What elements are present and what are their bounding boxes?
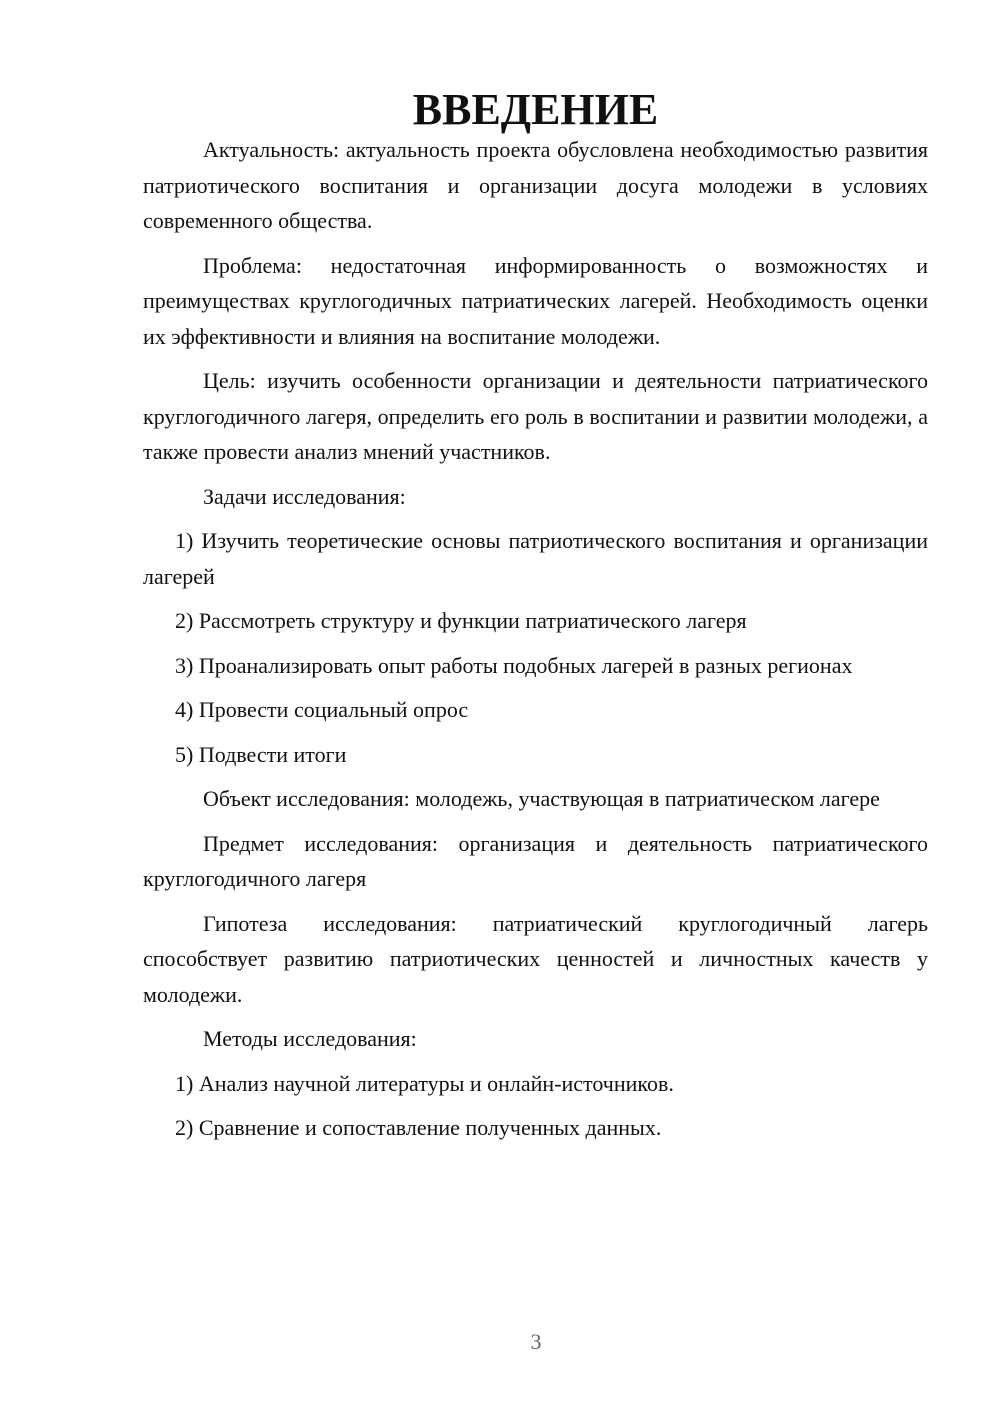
page-title: ВВЕДЕНИЕ (412, 85, 659, 134)
task-item-1: 1) Изучить теоретические основы патриотического воспитания и организации лагерей (143, 528, 928, 589)
paragraph-object: Объект исследования: молодежь, участвующая в патриатическом лагере (203, 786, 880, 811)
paragraph-subject: Предмет исследования: организация и деятельность патриатического круглогодичного лагеря (143, 830, 928, 891)
page-number: 3 (530, 1329, 542, 1354)
task-item-5: 5) Подвести итоги (175, 741, 347, 767)
task-item-3: 3) Проанализировать опыт работы подобных лагерей в разных регионах (175, 652, 853, 678)
paragraph-goal: Цель: изучить особенности организации и деятельности патриатического круглогодичного лагеря, определить его роль в воспитании и развитии молодежи, а также провести анализ мнений участников. (143, 368, 928, 464)
page-content (143, 85, 928, 1146)
task-item-2: 2) Рассмотреть структуру и функции патриатического лагеря (175, 608, 747, 633)
method-item-2: 2) Сравнение и сопоставление полученных данных. (175, 1115, 662, 1140)
tasks-heading: Задачи исследования: (203, 483, 406, 509)
paragraph-relevance: Актуальность: актуальность проекта обусловлена необходимостью развития патриотического воспитания и организации досуга молодежи в условиях современного общества. (143, 137, 928, 233)
method-item-1: 1) Анализ научной литературы и онлайн-источников. (175, 1070, 674, 1096)
paragraph-problem: Проблема: недостаточная информированность о возможностях и преимуществах круглогодичных патриатических лагерей. Необходимость оценки их эффективности и влияния на воспитание молодежи. (143, 252, 928, 349)
paragraph-hypothesis: Гипотеза исследования: патриатический круглогодичный лагерь способствует развитию патриотических ценностей и личностных качеств у молодежи. (143, 910, 928, 1007)
task-item-4: 4) Провести социальный опрос (175, 697, 469, 722)
methods-heading: Методы исследования: (203, 1026, 417, 1051)
